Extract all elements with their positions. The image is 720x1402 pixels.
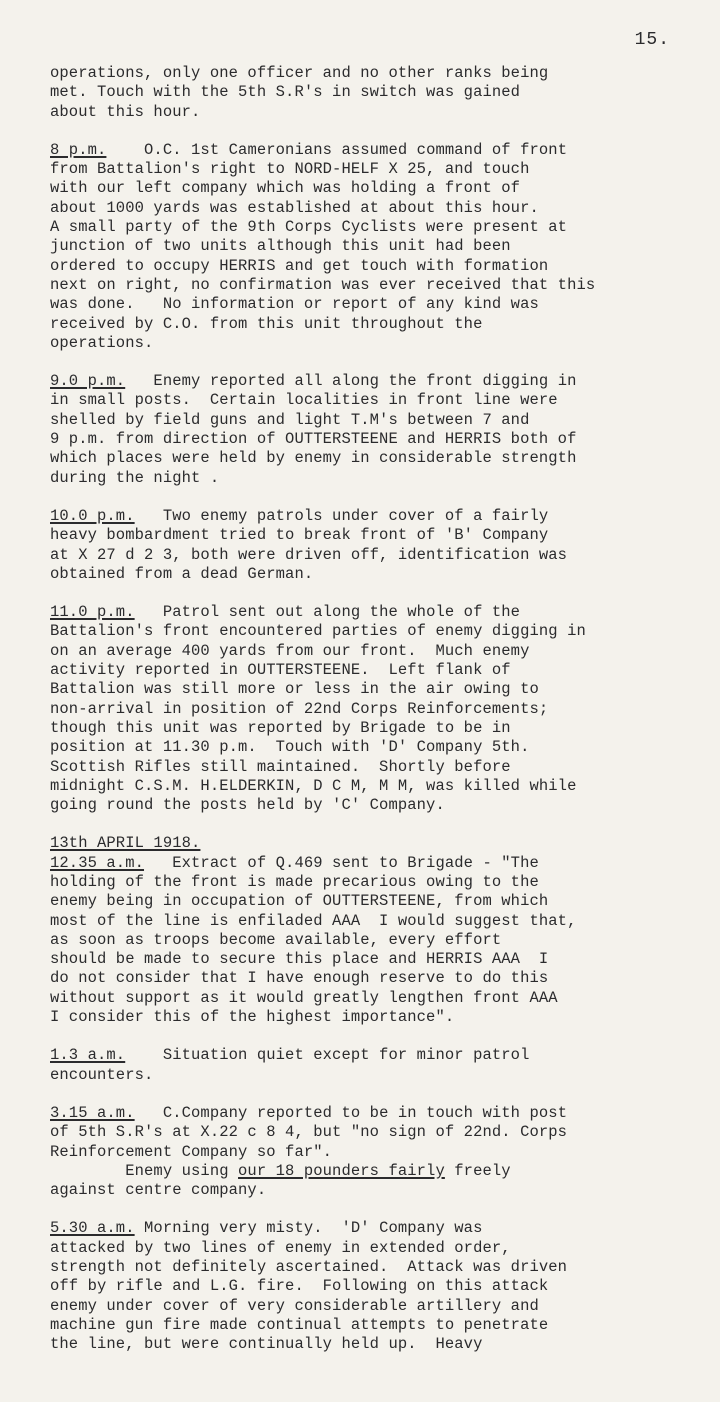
text-line bbox=[50, 546, 716, 565]
line-text: freely bbox=[444, 1161, 511, 1180]
text-line bbox=[50, 276, 716, 295]
line-text: position at 11.30 p.m. Touch with 'D' Company 5th. bbox=[50, 738, 530, 757]
entry-time: 12.35 a.m. bbox=[50, 853, 145, 872]
line-text: Patrol sent out along the whole of the bbox=[134, 603, 521, 622]
text-line bbox=[50, 777, 716, 796]
line-text: about this hour. bbox=[50, 102, 201, 121]
log-entry bbox=[50, 507, 716, 584]
line-text: machine gun fire made continual attempts to penetrate bbox=[50, 1315, 549, 1334]
line-text: encounters. bbox=[50, 1065, 154, 1084]
line-text: on an average 400 yards from our front. Much enemy bbox=[50, 641, 530, 660]
log-entry bbox=[50, 603, 716, 815]
text-line bbox=[50, 391, 716, 410]
line-text: was done. No information or report of any kind was bbox=[50, 295, 539, 314]
log-entry bbox=[50, 1046, 716, 1085]
line-text: Reinforcement Company so far". bbox=[50, 1142, 333, 1161]
line-text: during the night . bbox=[50, 468, 220, 487]
line-text: do not consider that I have enough reserve to do this bbox=[50, 969, 549, 988]
log-entry bbox=[50, 64, 716, 122]
text-line bbox=[50, 758, 716, 777]
line-text: heavy bombardment tried to break front of 'B' Company bbox=[50, 526, 549, 545]
text-line bbox=[50, 315, 716, 334]
text-line bbox=[50, 622, 716, 641]
text-line bbox=[50, 1066, 716, 1085]
text-line bbox=[50, 892, 716, 911]
text-line bbox=[50, 257, 716, 276]
line-text: with our left company which was holding a front of bbox=[50, 179, 521, 198]
line-text: about 1000 yards was established at about this hour. bbox=[50, 198, 539, 217]
text-line bbox=[50, 738, 716, 757]
line-text: which places were held by enemy in considerable strength bbox=[50, 449, 577, 468]
text-line bbox=[50, 1104, 716, 1123]
underlined-text: our 18 pounders fairly bbox=[238, 1161, 445, 1180]
line-text: enemy under cover of very considerable artillery and bbox=[50, 1296, 539, 1315]
log-entry bbox=[50, 141, 716, 353]
text-line bbox=[50, 1181, 716, 1200]
log-entry bbox=[50, 372, 716, 488]
line-text: A small party of the 9th Corps Cyclists were present at bbox=[50, 218, 568, 237]
line-text: Extract of Q.469 sent to Brigade - "The bbox=[144, 853, 539, 872]
text-line bbox=[50, 64, 716, 83]
text-line bbox=[50, 1277, 716, 1296]
text-line bbox=[50, 1316, 716, 1335]
text-line bbox=[50, 873, 716, 892]
entry-time: 3.15 a.m. bbox=[50, 1103, 135, 1122]
text-line bbox=[50, 796, 716, 815]
text-line bbox=[50, 295, 716, 314]
text-line bbox=[50, 603, 716, 622]
text-line bbox=[50, 411, 716, 430]
line-text: activity reported in OUTTERSTEENE. Left flank of bbox=[50, 661, 511, 680]
line-text: met. Touch with the 5th S.R's in switch was gained bbox=[50, 83, 521, 102]
text-line bbox=[50, 719, 716, 738]
text-line bbox=[50, 526, 716, 545]
line-text: junction of two units although this unit had been bbox=[50, 237, 511, 256]
line-text: strength not definitely ascertained. Attack was driven bbox=[50, 1258, 568, 1277]
document-body bbox=[50, 64, 716, 1374]
line-text: O.C. 1st Cameronians assumed command of front bbox=[106, 140, 568, 159]
text-line bbox=[50, 661, 716, 680]
text-line bbox=[50, 969, 716, 988]
line-text: Battalion was still more or less in the air owing to bbox=[50, 680, 539, 699]
line-text: C.Company reported to be in touch with post bbox=[134, 1103, 568, 1122]
line-text: shelled by field guns and light T.M's between 7 and bbox=[50, 410, 530, 429]
line-text: ordered to occupy HERRIS and get touch with formation bbox=[50, 256, 549, 275]
entry-time: 5.30 a.m. bbox=[50, 1219, 135, 1238]
line-text: without support as it would greatly lengthen front AAA bbox=[50, 988, 558, 1007]
text-line bbox=[50, 1123, 716, 1142]
line-text: off by rifle and L.G. fire. Following on this attack bbox=[50, 1277, 549, 1296]
text-line bbox=[50, 469, 716, 488]
text-line bbox=[50, 931, 716, 950]
line-text: going round the posts held by 'C' Company. bbox=[50, 796, 445, 815]
line-text: of 5th S.R's at X.22 c 8 4, but "no sign of 22nd. Corps bbox=[50, 1123, 568, 1142]
text-line bbox=[50, 565, 716, 584]
line-text: from Battalion's right to NORD-HELF X 25, and touch bbox=[50, 160, 530, 179]
text-line bbox=[50, 1239, 716, 1258]
text-line bbox=[50, 141, 716, 160]
text-line bbox=[50, 237, 716, 256]
entry-date: 13th APRIL 1918. bbox=[50, 834, 201, 853]
text-line bbox=[50, 1008, 716, 1027]
line-text: operations. bbox=[50, 333, 154, 352]
text-line bbox=[50, 1297, 716, 1316]
text-line bbox=[50, 912, 716, 931]
entry-time: 11.0 p.m. bbox=[50, 603, 135, 622]
text-line bbox=[50, 334, 716, 353]
line-text: Two enemy patrols under cover of a fairly bbox=[134, 506, 549, 525]
line-text: most of the line is enfiladed AAA I would suggest that, bbox=[50, 911, 577, 930]
text-line bbox=[50, 1258, 716, 1277]
text-line bbox=[50, 103, 716, 122]
line-text: Situation quiet except for minor patrol bbox=[125, 1046, 530, 1065]
entry-date-line bbox=[50, 834, 716, 853]
line-text: non-arrival in position of 22nd Corps Reinforcements; bbox=[50, 699, 549, 718]
entry-time: 1.3 a.m. bbox=[50, 1046, 126, 1065]
text-line bbox=[50, 1162, 716, 1181]
line-text: though this unit was reported by Brigade to be in bbox=[50, 718, 511, 737]
text-line bbox=[50, 430, 716, 449]
text-line bbox=[50, 199, 716, 218]
line-text: midnight C.S.M. H.ELDERKIN, D C M, M M, was killed while bbox=[50, 776, 577, 795]
line-text: received by C.O. from this unit throughout the bbox=[50, 314, 483, 333]
line-text: as soon as troops become available, every effort bbox=[50, 930, 502, 949]
line-text: Battalion's front encountered parties of enemy digging in bbox=[50, 622, 586, 641]
line-text: obtained from a dead German. bbox=[50, 564, 314, 583]
text-line bbox=[50, 179, 716, 198]
line-text: enemy being in occupation of OUTTERSTEENE, from which bbox=[50, 892, 549, 911]
log-entry bbox=[50, 1104, 716, 1200]
text-line bbox=[50, 700, 716, 719]
text-line bbox=[50, 449, 716, 468]
line-text: attacked by two lines of enemy in extended order, bbox=[50, 1238, 511, 1257]
log-entry bbox=[50, 834, 716, 1027]
text-line bbox=[50, 854, 716, 873]
line-text: at X 27 d 2 3, both were driven off, identification was bbox=[50, 545, 568, 564]
line-text: I consider this of the highest importance". bbox=[50, 1008, 455, 1027]
line-text: Morning very misty. 'D' Company was bbox=[134, 1219, 483, 1238]
text-line bbox=[50, 642, 716, 661]
line-text: next on right, no confirmation was ever received that this bbox=[50, 275, 596, 294]
line-text: 9 p.m. from direction of OUTTERSTEENE and HERRIS both of bbox=[50, 430, 577, 449]
text-line bbox=[50, 1219, 716, 1238]
text-line bbox=[50, 1046, 716, 1065]
text-line bbox=[50, 372, 716, 391]
text-line bbox=[50, 1143, 716, 1162]
page-number: 15. bbox=[634, 30, 670, 50]
line-text: operations, only one officer and no other ranks being bbox=[50, 64, 549, 82]
text-line bbox=[50, 950, 716, 969]
text-line bbox=[50, 680, 716, 699]
line-text: Enemy reported all along the front digging in bbox=[125, 372, 577, 391]
entry-time: 8 p.m. bbox=[50, 140, 107, 159]
line-text: holding of the front is made precarious owing to the bbox=[50, 872, 539, 891]
text-line bbox=[50, 160, 716, 179]
text-line bbox=[50, 1335, 716, 1354]
line-text: against centre company. bbox=[50, 1181, 267, 1200]
line-text: Scottish Rifles still maintained. Shortly before bbox=[50, 757, 511, 776]
log-entry bbox=[50, 1219, 716, 1354]
line-text: in small posts. Certain localities in front line were bbox=[50, 391, 558, 410]
entry-time: 9.0 p.m. bbox=[50, 372, 126, 391]
line-text: the line, but were continually held up. Heavy bbox=[50, 1335, 483, 1354]
entry-time: 10.0 p.m. bbox=[50, 506, 135, 525]
text-line bbox=[50, 83, 716, 102]
line-text: should be made to secure this place and HERRIS AAA I bbox=[50, 950, 549, 969]
line-text: Enemy using bbox=[50, 1161, 239, 1180]
text-line bbox=[50, 507, 716, 526]
text-line bbox=[50, 218, 716, 237]
text-line bbox=[50, 989, 716, 1008]
